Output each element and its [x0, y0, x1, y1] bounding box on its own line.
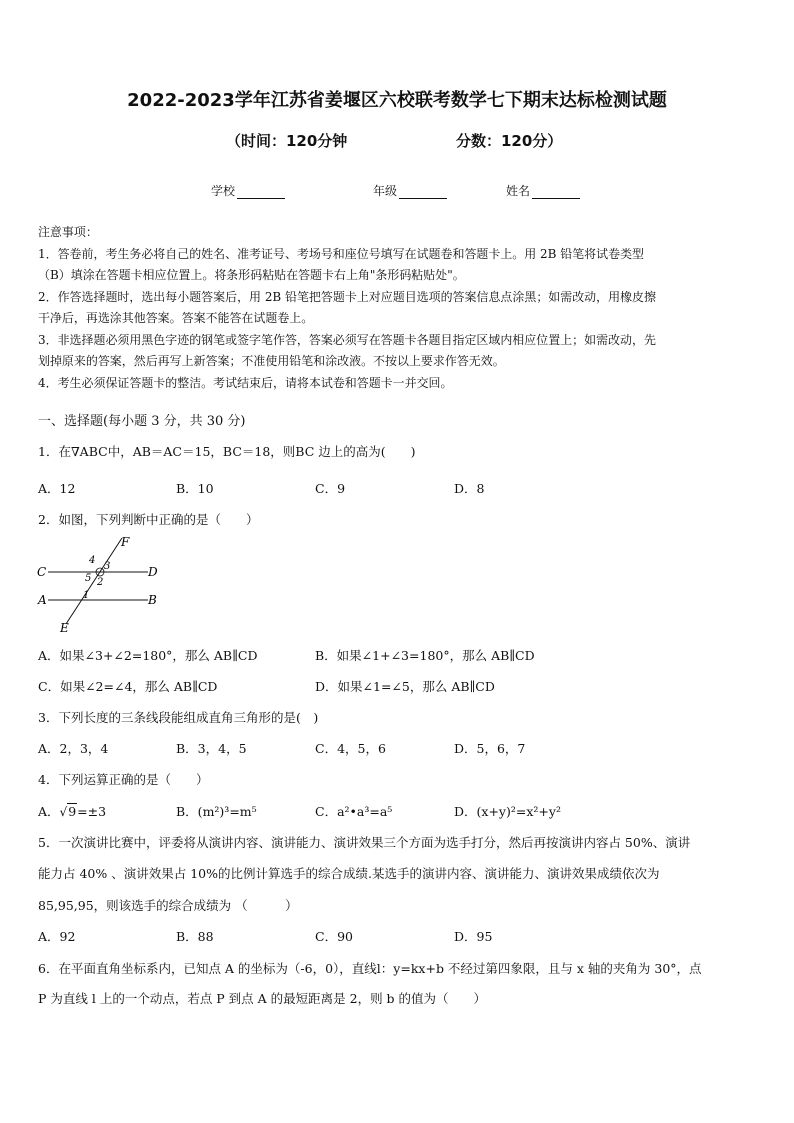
q2-option-b: B．如果∠1+∠3=180°，那么 AB∥CD: [315, 648, 535, 663]
grade-field: [373, 182, 447, 199]
q1-option-d: D．8: [454, 481, 485, 496]
q3-option-a: A．2，3，4: [38, 741, 109, 756]
label-a: A: [38, 593, 47, 607]
instruction-line: （B）填涂在答题卡相应位置上。将条形码粘贴在答题卡右上角"条形码粘贴处"。: [38, 268, 465, 282]
q4-option-a: [38, 802, 106, 820]
name-blank: [532, 186, 580, 199]
question-2: 2．如图，下列判断中正确的是（ ）: [38, 512, 259, 527]
angle-1: 1: [83, 590, 90, 601]
sqrt-sign: √: [59, 805, 68, 819]
instruction-line: 4．考生必须保证答题卡的整洁。考试结束后，请将本试卷和答题卡一并交回。: [38, 375, 453, 390]
student-fields: [0, 182, 794, 202]
q5-option-b: B．88: [176, 929, 214, 944]
question-6-line-2: P 为直线 l 上的一个动点，若点 P 到点 A 的最短距离是 2，则 b 的值为（ ）: [38, 991, 487, 1006]
page-title: 2022-2023学年江苏省姜堰区六校联考数学七下期末达标检测试题: [127, 90, 667, 111]
question-5-line-1: 5．一次演讲比赛中，评委将从演讲内容、演讲能力、演讲效果三个方面为选手打分，然后再按演讲内容占 50%、演讲: [38, 835, 691, 850]
q3-option-c: C．4，5，6: [315, 741, 386, 756]
q4-option-d: D．(x+y)²=x²+y²: [454, 804, 561, 819]
q2-option-d: D．如果∠1=∠5，那么 AB∥CD: [315, 679, 495, 694]
school-blank: [237, 186, 285, 199]
q1-option-b: B．10: [176, 481, 214, 496]
total-score: 分数：120分）: [456, 132, 563, 150]
grade-label: 年级: [373, 184, 398, 198]
label-f: F: [121, 535, 130, 549]
question-6-line-1: 6．在平面直角坐标系内，已知点 A 的坐标为（-6，0），直线l：y=kx+b 不经过第四象限，且与 x 轴的夹角为 30°，点: [38, 961, 702, 976]
q4-option-c: C．a²•a³=a⁵: [315, 804, 393, 819]
label-e: E: [60, 621, 69, 635]
name-field: [506, 182, 580, 199]
q3-option-d: D．5，6，7: [454, 741, 526, 756]
angle-5: 5: [85, 573, 92, 584]
question-4: 4．下列运算正确的是（ ）: [38, 772, 209, 787]
radicand: 9: [68, 804, 77, 819]
label-c: C: [37, 565, 47, 579]
q4-option-b: B．(m²)³=m⁵: [176, 804, 257, 819]
q4-option-a-label: A．: [38, 804, 60, 819]
question-5-line-3: 85,95,95，则该选手的综合成绩为 （ ）: [38, 898, 298, 913]
q1-option-c: C．9: [315, 481, 346, 496]
school-field: [211, 182, 285, 199]
q2-option-c: C．如果∠2=∠4，那么 AB∥CD: [38, 679, 218, 694]
name-label: 姓名: [506, 184, 531, 198]
school-label: 学校: [211, 184, 236, 198]
q5-option-c: C．90: [315, 929, 353, 944]
question-3: 3．下列长度的三条线段能组成直角三角形的是( ): [38, 710, 319, 725]
angle-3: 3: [104, 561, 111, 572]
instruction-line: 干净后，再选涂其他答案。答案不能答在试题卷上。: [38, 311, 314, 325]
line-ef: [66, 538, 122, 624]
q1-option-a: A．12: [38, 481, 76, 496]
instructions-heading: 注意事项：: [38, 225, 98, 239]
parallel-lines-figure: [30, 532, 170, 636]
q5-option-a: A．92: [38, 929, 76, 944]
time-limit: （时间：120分钟: [226, 132, 348, 150]
q3-option-b: B．3，4，5: [176, 741, 247, 756]
q2-option-a: A．如果∠3+∠2=180°，那么 AB∥CD: [38, 648, 258, 663]
instruction-line: 划掉原来的答案，然后再写上新答案；不准使用铅笔和涂改液。不按以上要求作答无效。: [38, 354, 505, 368]
instruction-line: 3．非选择题必须用黑色字迹的钢笔或签字笔作答，答案必须写在答题卡各题目指定区域内相应位置上；如需改动，先: [38, 332, 656, 347]
q4-option-a-rest: =±3: [77, 804, 107, 819]
angle-2: 2: [97, 577, 104, 588]
section-heading: 一、选择题(每小题 3 分，共 30 分): [38, 414, 246, 429]
instruction-line: 2．作答选择题时，选出每小题答案后，用 2B 铅笔把答题卡上对应题目选项的答案信息点涂黑；如需改动，用橡皮擦: [38, 289, 656, 304]
grade-blank: [399, 186, 447, 199]
instructions: [38, 222, 758, 394]
question-5-line-2: 能力占 40% 、演讲效果占 10%的比例计算选手的综合成绩.某选手的演讲内容、演讲能力、演讲效果成绩依次为: [38, 866, 660, 881]
exam-info: [0, 130, 794, 152]
label-d: D: [148, 565, 158, 579]
angle-4: 4: [89, 555, 96, 566]
instruction-line: 1．答卷前，考生务必将自己的姓名、准考证号、考场号和座位号填写在试题卷和答题卡上。用 2B 铅笔将试卷类型: [38, 246, 645, 261]
question-1: 1．在∇ABC中，AB＝AC＝15，BC＝18，则BC 边上的高为( ): [38, 444, 416, 459]
label-b: B: [148, 593, 157, 607]
q5-option-d: D．95: [454, 929, 493, 944]
